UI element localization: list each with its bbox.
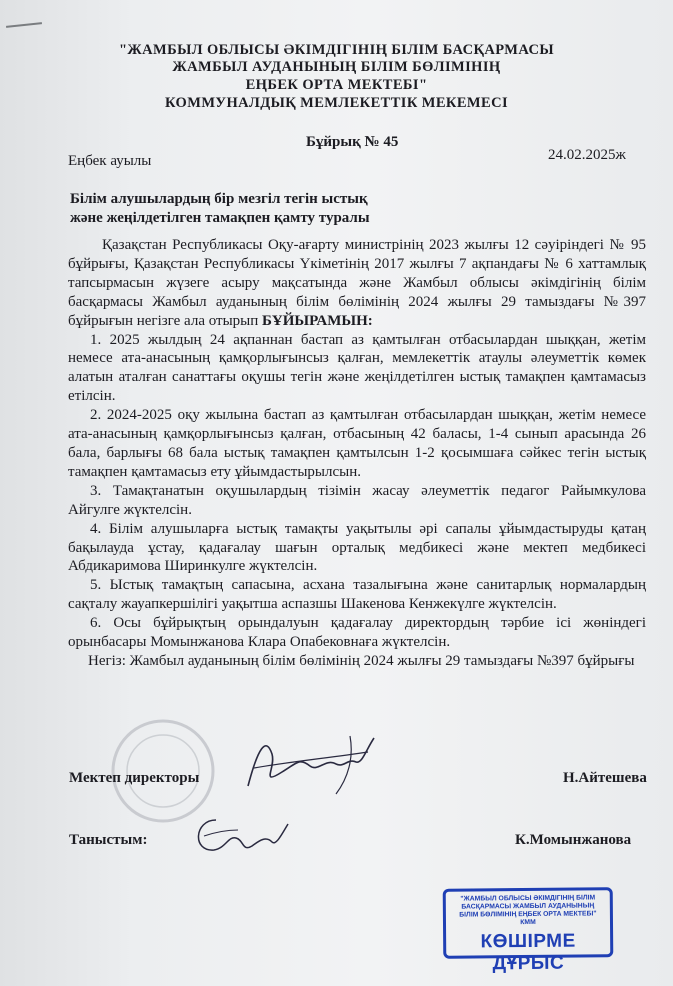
order-item-5: 5. Ыстық тамақтың сапасына, асхана тазалығына және санитарлық нормалардың сақталу жауапкершілігі уақытша аспазшы Шакенова Кенжекүлге жүктелсін. bbox=[68, 577, 646, 613]
header-line-1: "ЖАМБЫЛ ОБЛЫСЫ ӘКІМДІГІНІҢ БІЛІМ БАСҚАРМАСЫ bbox=[118, 42, 555, 58]
stamp-label: КӨШІРМЕ ДҰРЫС bbox=[480, 930, 576, 975]
order-item-1: 1. 2025 жылдың 24 ақпаннан бастап аз қамтылған отбасылардан шыққан, жетім немесе ата-анасының қамқорлығынсыз қалған, мемлекеттік атаулы әлеуметтік көмек алатын аталған санаттағы оқушы тегін және жеңілдетілген ыстық тамақпен қамтамасыз етілсін. bbox=[68, 331, 646, 405]
certified-copy-stamp bbox=[443, 887, 614, 975]
stamp-text: "ЖАМБЫЛ ОБЛЫСЫ ӘКІМДІГІНІҢ БІЛІМ БАСҚАРМАСЫ ЖАМБЫЛ АУДАНЫНЫҢ БІЛІМ БӨЛІМІНІҢ ЕҢБЕК ОРТА МЕКТЕБІ" КММ bbox=[459, 894, 597, 927]
order-place: Еңбек ауылы bbox=[68, 153, 152, 169]
order-title-line-2: және жеңілдетілген тамақпен қамту туралы bbox=[70, 210, 370, 226]
intro-paragraph bbox=[68, 236, 646, 331]
order-item-4: 4. Білім алушыларға ыстық тамақты уақытылы әрі сапалы ұйымдастыруды қатаң бақылауда ұстау, қадағалау шағын орталық медбикесі және мектеп медбикесі Абдикаримова Ширинкулге жүктелсін. bbox=[68, 520, 646, 575]
order-date: 24.02.2025ж bbox=[548, 147, 626, 163]
director-signature bbox=[238, 728, 388, 800]
header-line-2: ЖАМБЫЛ АУДАНЫНЫҢ БІЛІМ БӨЛІМІНІҢ bbox=[172, 59, 501, 75]
order-body bbox=[68, 236, 646, 671]
order-title-line-1: Білім алушылардың бір мезгіл тегін ыстық bbox=[70, 191, 368, 207]
intro-text: Қазақстан Республикасы Оқу-ағарту министрінің 2023 жылғы 12 сәуіріндегі № 95 бұйрығы, Қазақстан Республикасы Үкіметінің 2017 жылғы 7 ақпандағы № 6 хаттамлық тапсырмасын жүзеге асыру мақсатында және Жамбыл облысы әкімдігінің білім басқармасы Жамбыл ауданының білім бөлімінің 2024 жылғы 29 тамыздағы №397 бұйрығын негізге ала отырып bbox=[68, 237, 646, 329]
acquainted-signature bbox=[186, 806, 296, 862]
corner-mark bbox=[6, 22, 42, 28]
acquainted-label: Таныстым: bbox=[69, 832, 148, 848]
order-item-6: 6. Осы бұйрықтың орындалуын қадағалау директордың тәрбие ісі жөніндегі орынбасары Момынжанова Клара Опабековнаға жүктелсін. bbox=[68, 615, 646, 651]
director-label: Мектеп директоры bbox=[69, 770, 200, 786]
order-item-3: 3. Тамақтанатын оқушылардың тізімін жасау әлеуметтік педагог Райымкулова Айгулге жүктелсін. bbox=[68, 482, 646, 518]
header-line-4: КОММУНАЛДЫҚ МЕМЛЕКЕТТІК МЕКЕМЕСІ bbox=[165, 95, 508, 111]
intro-bold: БҰЙЫРАМЫН: bbox=[262, 312, 373, 329]
director-name: Н.Айтешева bbox=[563, 770, 647, 786]
order-number: Бұйрық № 45 bbox=[306, 134, 399, 150]
acquainted-name: К.Момынжанова bbox=[515, 832, 632, 848]
header-line-3: ЕҢБЕК ОРТА МЕКТЕБІ" bbox=[245, 77, 428, 93]
order-item-2: 2. 2024-2025 оқу жылына бастап аз қамтылған отбасылардан шыққан, жетім немесе ата-анасының қамқорлығынсыз қалған, отбасының 42 баласы, 1-4 сынып арасында 26 бала, барлығы 68 бала ыстық тамақпен қамтылсын 1-2 қосымшаға сәйкес тегін ыстық тамақпен қамтамасыз ету ұйымдастырылсын. bbox=[68, 407, 646, 480]
basis-paragraph: Негіз: Жамбыл ауданының білім бөлімінің 2024 жылғы 29 тамыздағы №397 бұйрығы bbox=[88, 652, 635, 669]
